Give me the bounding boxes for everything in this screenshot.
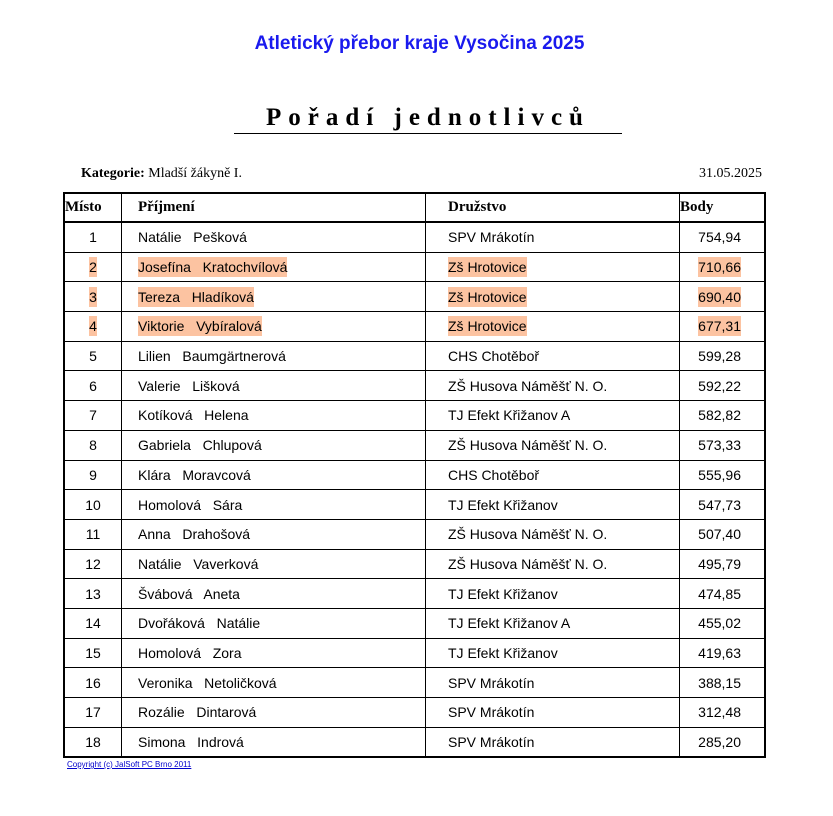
table-row [64,638,765,668]
cell-place [64,222,122,252]
table-row [64,490,765,520]
table-header-row [64,193,765,222]
cell-name-text: Veronika Netoličková [138,674,277,691]
cell-place-text: 7 [89,407,97,424]
table-row [64,549,765,579]
results-table [63,192,766,758]
cell-name [122,727,426,757]
cell-team-text: Zš Hrotovice [448,288,527,305]
cell-place [64,579,122,609]
table-row [64,727,765,757]
col-header-place: Místo [64,193,122,222]
cell-team-text: Zš Hrotovice [448,259,527,276]
cell-points [680,430,766,460]
cell-points [680,371,766,401]
cell-place [64,430,122,460]
cell-name [122,222,426,252]
cell-points [680,727,766,757]
cell-points-text: 599,28 [698,348,741,365]
cell-points-text: 495,79 [698,555,741,572]
cell-place [64,698,122,728]
cell-points [680,341,766,371]
cell-points [680,579,766,609]
cell-name-text: Anna Drahošová [138,526,251,543]
table-row [64,698,765,728]
cell-team [426,430,680,460]
cell-name [122,549,426,579]
cell-points-text: 677,31 [698,318,741,335]
table-row [64,430,765,460]
cell-team-text: ZŠ Husova Náměšť N. O. [448,377,608,394]
cell-team [426,579,680,609]
cell-points [680,519,766,549]
cell-points-text: 754,94 [698,229,741,246]
cell-team [426,519,680,549]
cell-team [426,252,680,282]
cell-team [426,371,680,401]
cell-place [64,668,122,698]
cell-points [680,222,766,252]
copyright-link[interactable]: Copyright (c) JalSoft PC Brno 2011 [67,760,192,769]
cell-team [426,401,680,431]
cell-name [122,460,426,490]
table-row [64,222,765,252]
cell-place [64,401,122,431]
cell-name [122,341,426,371]
table-row [64,460,765,490]
cell-points-text: 710,66 [698,259,741,276]
cell-name [122,430,426,460]
cell-place-text: 15 [85,644,101,661]
cell-name-text: Kotíková Helena [138,407,249,424]
cell-name [122,282,426,312]
cell-team [426,222,680,252]
cell-place [64,341,122,371]
cell-place-text: 14 [85,615,101,632]
cell-team [426,698,680,728]
col-header-name: Příjmení [122,193,426,222]
cell-place-text: 2 [89,259,97,276]
cell-name-text: Natálie Pešková [138,229,247,246]
cell-name [122,519,426,549]
cell-team-text: SPV Mrákotín [448,704,535,721]
cell-name [122,668,426,698]
cell-points [680,638,766,668]
cell-points-text: 285,20 [698,734,741,751]
cell-place-text: 12 [85,555,101,572]
cell-place [64,312,122,342]
page-subtitle: Pořadí jednotlivců [234,104,622,134]
meta-row [81,166,762,184]
cell-points-text: 419,63 [698,644,741,661]
cell-points-text: 555,96 [698,466,741,483]
cell-name-text: Viktorie Vybíralová [138,318,262,335]
cell-points-text: 573,33 [698,437,741,454]
cell-team-text: ZŠ Husova Náměšť N. O. [448,437,608,454]
cell-name [122,579,426,609]
cell-points [680,668,766,698]
cell-points [680,312,766,342]
cell-name-text: Valerie Lišková [138,377,240,394]
table-row [64,668,765,698]
cell-name-text: Tereza Hladíková [138,288,254,305]
cell-place [64,638,122,668]
cell-team [426,460,680,490]
cell-points-text: 507,40 [698,526,741,543]
cell-team-text: TJ Efekt Křižanov A [448,407,571,424]
cell-points-text: 582,82 [698,407,741,424]
cell-place-text: 6 [89,377,97,394]
cell-name-text: Rozálie Dintarová [138,704,257,721]
cell-place-text: 10 [85,496,101,513]
cell-name-text: Dvořáková Natálie [138,615,261,632]
category-label: Kategorie: [81,166,145,181]
cell-name [122,638,426,668]
cell-points [680,549,766,579]
cell-place [64,371,122,401]
cell-points-text: 690,40 [698,288,741,305]
cell-place [64,282,122,312]
cell-place-text: 3 [89,288,97,305]
cell-name-text: Klára Moravcová [138,466,251,483]
cell-team-text: TJ Efekt Křižanov [448,644,558,661]
cell-points [680,490,766,520]
category-value: Mladší žákyně I. [148,166,242,181]
cell-name-text: Simona Indrová [138,734,244,751]
cell-name-text: Gabriela Chlupová [138,437,262,454]
cell-name-text: Natálie Vaverková [138,555,259,572]
cell-place-text: 8 [89,437,97,454]
table-row [64,519,765,549]
col-header-points: Body [680,193,766,222]
cell-place [64,252,122,282]
cell-points [680,252,766,282]
cell-team-text: ZŠ Husova Náměšť N. O. [448,526,608,543]
table-row [64,312,765,342]
cell-team-text: TJ Efekt Křižanov [448,585,558,602]
cell-team [426,341,680,371]
cell-name [122,401,426,431]
cell-points [680,460,766,490]
cell-team [426,608,680,638]
cell-team [426,727,680,757]
cell-place [64,490,122,520]
cell-team [426,549,680,579]
cell-place [64,549,122,579]
cell-place-text: 18 [85,734,101,751]
cell-name-text: Švábová Aneta [138,585,240,602]
cell-points [680,698,766,728]
cell-place [64,460,122,490]
cell-name [122,312,426,342]
cell-place-text: 9 [89,466,97,483]
cell-points-text: 474,85 [698,585,741,602]
col-header-team: Družstvo [426,193,680,222]
cell-place-text: 16 [85,674,101,691]
cell-place [64,727,122,757]
date: 31.05.2025 [699,166,762,181]
cell-team-text: TJ Efekt Křižanov A [448,615,571,632]
cell-points [680,282,766,312]
cell-name [122,698,426,728]
page-title: Atletický přebor kraje Vysočina 2025 [254,33,585,54]
cell-name-text: Homolová Zora [138,644,242,661]
cell-place-text: 5 [89,348,97,365]
cell-team-text: SPV Mrákotín [448,229,535,246]
cell-points-text: 455,02 [698,615,741,632]
cell-points-text: 547,73 [698,496,741,513]
table-body [64,222,765,757]
cell-points [680,608,766,638]
cell-team-text: SPV Mrákotín [448,674,535,691]
cell-team [426,490,680,520]
cell-name [122,490,426,520]
cell-team [426,638,680,668]
table-row [64,579,765,609]
cell-points [680,401,766,431]
cell-points-text: 312,48 [698,704,741,721]
cell-name-text: Lilien Baumgärtnerová [138,348,286,365]
cell-team [426,282,680,312]
table-row [64,341,765,371]
cell-team [426,312,680,342]
cell-team [426,668,680,698]
cell-place [64,519,122,549]
cell-team-text: TJ Efekt Křižanov [448,496,558,513]
cell-place-text: 13 [85,585,101,602]
cell-points-text: 388,15 [698,674,741,691]
table-row [64,371,765,401]
cell-place-text: 1 [89,229,97,246]
cell-team-text: CHS Chotěboř [448,348,540,365]
cell-name-text: Homolová Sára [138,496,243,513]
cell-place [64,608,122,638]
table-row [64,401,765,431]
cell-name [122,608,426,638]
cell-points-text: 592,22 [698,377,741,394]
cell-team-text: CHS Chotěboř [448,466,540,483]
cell-place-text: 4 [89,318,97,335]
cell-place-text: 11 [85,526,101,543]
cell-team-text: Zš Hrotovice [448,318,527,335]
table-row [64,608,765,638]
cell-name [122,371,426,401]
cell-name-text: Josefína Kratochvílová [138,259,288,276]
table-row [64,282,765,312]
cell-team-text: ZŠ Husova Náměšť N. O. [448,555,608,572]
table-row [64,252,765,282]
cell-team-text: SPV Mrákotín [448,734,535,751]
cell-place-text: 17 [85,704,101,721]
cell-name [122,252,426,282]
